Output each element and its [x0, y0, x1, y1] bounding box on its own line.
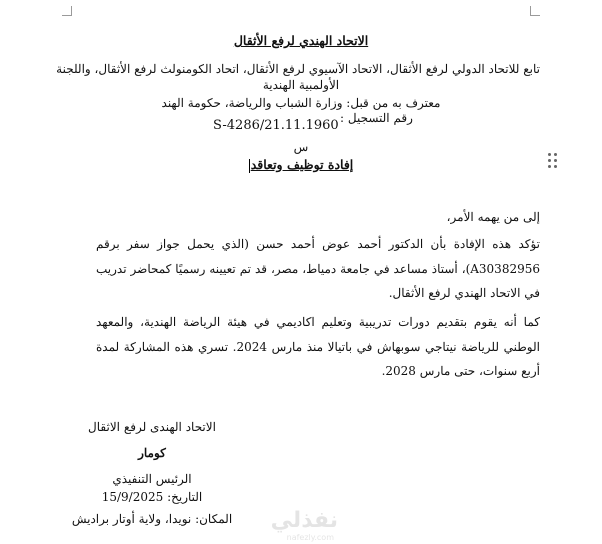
body-paragraph-1: تؤكد هذه الإفادة بأن الدكتور أحمد عوض أحمد حسن (الذي يحمل جواز سفر برقم A30382956)، أستاذ مساعد في جامعة دمياط، مصر، قد تم تعيينه رسميًا كمحاضر تدريب في الاتحاد الهندي لرفع الأثقال.: [96, 237, 540, 300]
salutation: إلى من يهمه الأمر،: [446, 210, 540, 224]
watermark-arabic: نفذلي: [270, 508, 338, 533]
signature-date: التاريخ: 15/9/2025: [101, 490, 203, 504]
subject-text: إفادة توظيف وتعاقد: [250, 157, 354, 172]
letterhead-title: الاتحاد الهندي لرفع الأثقال: [233, 33, 369, 48]
section-marker: س: [293, 140, 309, 154]
registration-number: S-4286/21.11.1960: [213, 118, 339, 133]
signature-place: المكان: نويدا، ولاية أوتار براديش: [71, 512, 233, 526]
body-paragraph-2: كما أنه يقوم بتقديم دورات تدريبية وتعليم اكاديمي في هيئة الرياضة الهندية، والمعهد الوطني للرياضة نيتاجي سوبهاش في باتيالا منذ مارس 2024. تسري هذه المشاركة لمدة أربع سنوات، حتى مارس 2028.: [96, 315, 540, 378]
signatory-name: كومار: [138, 446, 166, 460]
registration-label-text: رقم التسجيل :: [340, 111, 413, 125]
affiliation-line-1: تابع للاتحاد الدولي لرفع الأثقال، الاتحاد الآسيوي لرفع الأثقال، اتحاد الكومنولث لرفع الأثقال، واللجنة: [56, 62, 540, 76]
margin-corner-mark-right: [530, 6, 540, 16]
drag-handle-icon[interactable]: [548, 153, 558, 171]
watermark-logo: [258, 508, 338, 542]
recognition-line: معترف به من قبل: وزارة الشباب والرياضة، حكومة الهند: [161, 96, 441, 110]
margin-corner-mark-left: [62, 6, 72, 16]
affiliation-line-2: الأولمبية الهندية: [262, 78, 340, 92]
signature-organization: الاتحاد الهندى لرفع الاثقال: [88, 420, 216, 434]
signatory-role: الرئيس التنفيذي: [112, 472, 192, 486]
text-cursor: [249, 159, 250, 173]
subject-line[interactable]: [0, 157, 602, 173]
watermark-latin: nafezly.com: [286, 533, 334, 542]
